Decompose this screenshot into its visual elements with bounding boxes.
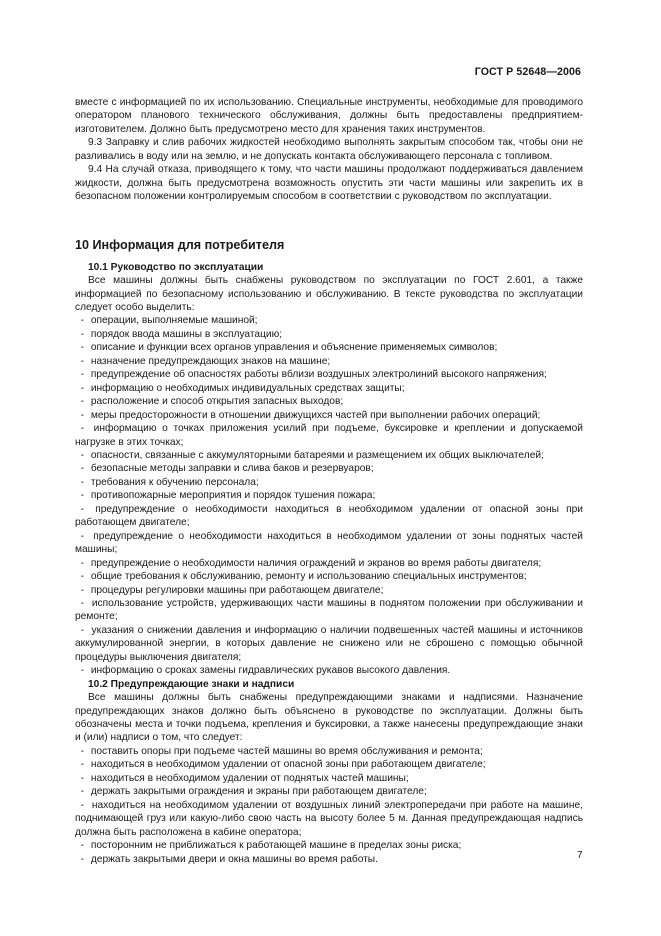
clause-9-3: 9.3 Заправку и слив рабочих жидкостей необходимо выполнять закрытым способом так, чтобы они не разливались в воду или на землю, и не допускать контакта обслуживающего персонала с топливом. (75, 137, 583, 162)
dash-marker: - (75, 840, 85, 852)
list-item (75, 584, 583, 597)
dash-marker: - (75, 597, 85, 609)
list-item (75, 422, 583, 449)
list-item-text: находиться на необходимом удалении от воздушных линий электропередачи при работе на машине, поднимающей груз или какую-либо свою часть на высоту более 5 м. Данная предупреждающая надпись должна быть расположена в кабине оператора; (75, 799, 583, 838)
list-item (75, 557, 583, 570)
dash-marker: - (75, 476, 85, 488)
list-item-text: предупреждение об опасностях работы вблизи воздушных электролиний высокого напряжения; (88, 369, 547, 381)
list-item (75, 530, 583, 557)
dash-marker: - (75, 355, 85, 367)
dash-marker: - (75, 759, 85, 771)
list-item-text: назначение предупреждающих знаков на машине; (88, 355, 331, 367)
dash-marker: - (75, 449, 85, 461)
list-item-text: общие требования к обслуживанию, ремонту и использованию специальных инструментов; (88, 571, 527, 583)
list-item (75, 772, 583, 785)
list-item-text: держать закрытыми ограждения и экраны при работающем двигателе; (88, 786, 427, 798)
list-item-text: информацию о точках приложения усилий при подъеме, буксировке и креплении и допускаемой нагрузке в этих точках; (75, 423, 583, 448)
list-item-text: описание и функции всех органов управления и объяснение применяемых символов; (88, 342, 498, 354)
dash-marker: - (75, 369, 85, 381)
list-item (75, 476, 583, 489)
subsection-10-1-text: Все машины должны быть снабжены руководством по эксплуатации по ГОСТ 2.601, а также информацией по безопасному использованию и обслуживанию. В тексте руководства по эксплуатации следует особо выделить: (75, 275, 583, 313)
dash-marker: - (75, 423, 85, 435)
subsection-10-1-title: 10.1 Руководство по эксплуатации (88, 261, 264, 273)
list-item-text: указания о снижении давления и информацию о наличии подвешенных частей машины и источников аккумулированной энергии, в которых давление не снижено или не сброшено с помощью обычной процедуры выключения двигателя; (75, 624, 583, 663)
list-item (75, 462, 583, 475)
list-item (75, 314, 583, 327)
manual-requirements-list (75, 314, 583, 677)
subsection-10-2-title: 10.2 Предупреждающие знаки и надписи (88, 678, 295, 690)
list-item-text: меры предосторожности в отношении движущихся частей при выполнении рабочих операций; (88, 409, 541, 421)
list-item-text: посторонним не приближаться к работающей машине в пределах зоны риска; (88, 840, 462, 852)
list-item (75, 853, 583, 866)
list-item (75, 409, 583, 422)
list-item-text: держать закрытыми двери и окна машины во время работы. (88, 853, 378, 865)
list-item-text: опасности, связанные с аккумуляторными батареями и размещением их общих выключателей; (88, 449, 544, 461)
intro-paragraph-continued: вместе с информацией по их использованию. Специальные инструменты, необходимые для проводимого оператором планового технического обслуживания, должны быть предоставлены предприятием-изготовителем. Должно быть предусмотрено место для хранения таких инструментов. (75, 97, 583, 135)
list-item (75, 570, 583, 583)
dash-marker: - (75, 382, 85, 394)
page-number: 7 (577, 850, 583, 861)
dash-marker: - (75, 745, 85, 757)
list-item (75, 449, 583, 462)
list-item-text: информацию о необходимых индивидуальных средствах защиты; (88, 382, 405, 394)
list-item-text: безопасные методы заправки и слива баков и резервуаров; (88, 463, 374, 475)
list-item (75, 341, 583, 354)
standard-header: ГОСТ Р 52648—2006 (474, 66, 581, 78)
clause-9-4: 9.4 На случай отказа, приводящего к тому, что части машины продолжают поддерживаться давлением жидкости, должна быть предусмотрена возможность опустить эти части машины или закрепить их в безопасном положении контролируемым способом в соответствии с руководством по эксплуатации. (75, 164, 583, 203)
list-item (75, 489, 583, 502)
list-item-text: поставить опоры при подъеме частей машины во время обслуживания и ремонта; (88, 745, 483, 757)
dash-marker: - (75, 396, 85, 408)
dash-marker: - (75, 772, 85, 784)
list-item-text: информацию о сроках замены гидравлических рукавов высокого давления. (88, 665, 451, 677)
list-item (75, 597, 583, 624)
list-item-text: предупреждение о необходимости наличия ограждений и экранов во время работы двигателя; (88, 557, 542, 569)
dash-marker: - (75, 624, 85, 636)
dash-marker: - (75, 557, 85, 569)
list-item-text: находиться в необходимом удалении от поднятых частей машины; (88, 772, 409, 784)
dash-marker: - (75, 853, 85, 865)
dash-marker: - (75, 503, 85, 515)
dash-marker: - (75, 490, 85, 502)
list-item-text: предупреждение о необходимости находиться в необходимом удалении от опасной зоны при работающем двигателе; (75, 503, 583, 529)
list-item (75, 799, 583, 839)
list-item-text: расположение и способ открытия запасных выходов; (88, 396, 344, 408)
list-item (75, 745, 583, 758)
list-item (75, 839, 583, 852)
list-item (75, 368, 583, 381)
list-item-text: требования к обучению персонала; (88, 476, 259, 488)
dash-marker: - (75, 665, 85, 677)
page-content (75, 96, 583, 866)
list-item-text: порядок ввода машины в эксплуатацию; (88, 328, 283, 340)
dash-marker: - (75, 342, 85, 354)
list-item-text: предупреждение о необходимости находиться в необходимом удалении от зоны поднятых частей машины; (75, 530, 583, 556)
list-item (75, 785, 583, 798)
list-item-text: находиться в необходимом удалении от опасной зоны при работающем двигателе; (88, 759, 486, 771)
list-item (75, 503, 583, 530)
dash-marker: - (75, 799, 85, 811)
list-item (75, 624, 583, 664)
list-item-text: операции, выполняемые машиной; (88, 315, 258, 327)
section-10-title: 10 Информация для потребителя (75, 237, 285, 252)
list-item-text: использование устройств, удерживающих части машины в поднятом положении при обслуживании и ремонте; (75, 597, 583, 623)
warning-signs-list (75, 745, 583, 866)
dash-marker: - (75, 530, 85, 542)
dash-marker: - (75, 571, 85, 583)
list-item (75, 328, 583, 341)
dash-marker: - (75, 409, 85, 421)
list-item (75, 355, 583, 368)
list-item (75, 758, 583, 771)
list-item (75, 395, 583, 408)
list-item (75, 382, 583, 395)
dash-marker: - (75, 463, 85, 475)
list-item-text: противопожарные мероприятия и порядок тушения пожара; (88, 490, 376, 502)
dash-marker: - (75, 786, 85, 798)
dash-marker: - (75, 315, 85, 327)
list-item (75, 664, 583, 677)
dash-marker: - (75, 328, 85, 340)
dash-marker: - (75, 584, 85, 596)
subsection-10-2-text: Все машины должны быть снабжены предупреждающими знаками и надписями. Назначение предупреждающих знаков должно быть объяснено в руководстве по эксплуатации. Должны быть обозначены места и точки подъема, крепления и буксировки, а также нанесены предупреждающие знаки и (или) надписи о том, что следует: (75, 692, 583, 744)
list-item-text: процедуры регулировки машины при работающем двигателе; (88, 584, 384, 596)
